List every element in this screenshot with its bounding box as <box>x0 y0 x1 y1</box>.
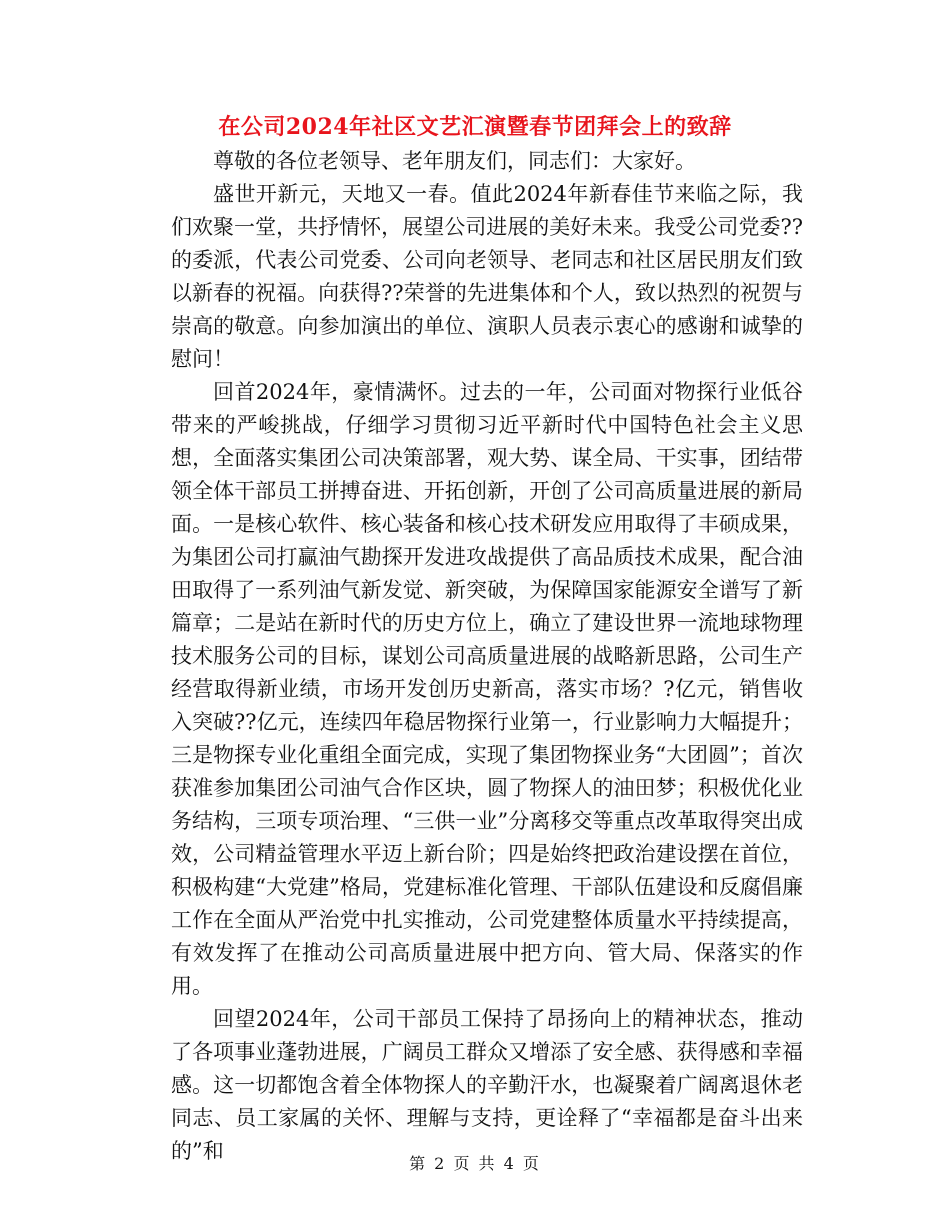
body-paragraph: 盛世开新元，天地又一春。值此2024年新春佳节来临之际，我们欢聚一堂，共抒情怀，展望公司进展的美好未来。我受公司党委??的委派，代表公司党委、公司向老领导、老同志和社区居民朋友们致以新春的祝福。向获得??荣誉的先进集体和个人，致以热烈的祝贺与崇高的敬意。向参加演出的单位、演职人员表示衷心的感谢和诚挚的慰问！ <box>171 182 803 371</box>
greeting-paragraph: 尊敬的各位老领导、老年朋友们，同志们：大家好。 <box>213 149 696 173</box>
document-body <box>171 145 803 1168</box>
page-footer: 第 2 页 共 4 页 <box>409 1154 541 1173</box>
body-paragraph: 回首2024年，豪情满怀。过去的一年，公司面对物探行业低谷带来的严峻挑战，仔细学习贯彻习近平新时代中国特色社会主义思想，全面落实集团公司决策部署，观大势、谋全局、干实事，团结带领全体干部员工拼搏奋进、开拓创新，开创了公司高质量进展的新局面。一是核心软件、核心装备和核心技术研发应用取得了丰硕成果，为集团公司打赢油气勘探开发进攻战提供了高品质技术成果，配合油田取得了一系列油气新发觉、新突破，为保障国家能源安全谱写了新篇章；二是站在新时代的历史方位上，确立了建设世界一流地球物理技术服务公司的目标，谋划公司高质量进展的战略新思路，公司生产经营取得新业绩，市场开发创历史新高，落实市场？?亿元，销售收入突破??亿元，连续四年稳居物探行业第一，行业影响力大幅提升；三是物探专业化重组全面完成，实现了集团物探业务“大团圆”；首次获准参加集团公司油气合作区块，圆了物探人的油田梦；积极优化业务结构，三项专项治理、“三供一业”分离移交等重点改革取得突出成效，公司精益管理水平迈上新台阶；四是始终把政治建设摆在首位，积极构建“大党建”格局，党建标准化管理、干部队伍建设和反腐倡廉工作在全面从严治党中扎实推动，公司党建整体质量水平持续提高，有效发挥了在推动公司高质量进展中把方向、管大局、保落实的作用。 <box>171 380 803 998</box>
body-paragraph: 回望2024年，公司干部员工保持了昂扬向上的精神状态，推动了各项事业蓬勃进展，广阔员工群众又增添了安全感、获得感和幸福感。这一切都饱含着全体物探人的辛勤汗水，也凝聚着广阔离退休老同志、员工家属的关怀、理解与支持，更诠释了“幸福都是奋斗出来的”和 <box>171 1007 803 1163</box>
document-title: 在公司2024年社区文艺汇演暨春节团拜会上的致辞 <box>218 114 732 140</box>
